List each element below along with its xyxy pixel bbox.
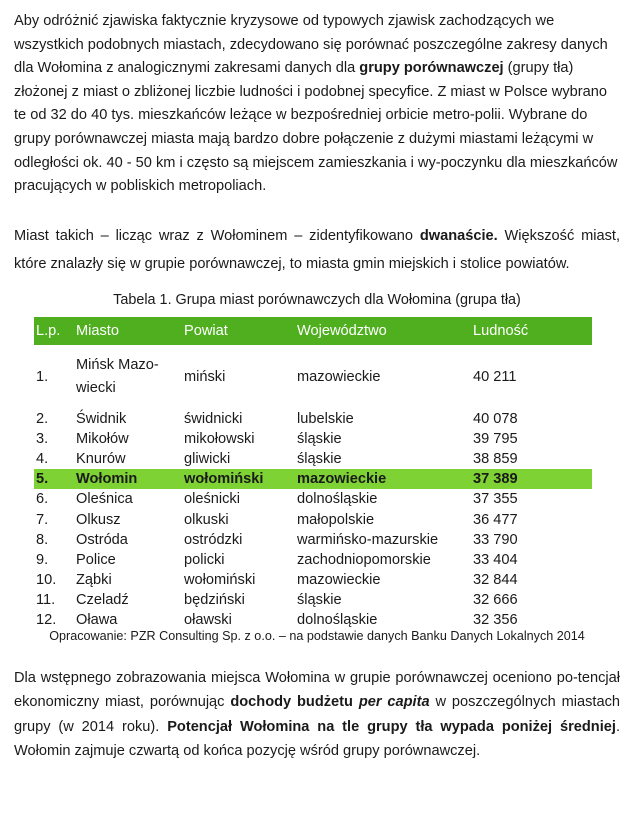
row-lp: 5. (36, 471, 49, 488)
row-miasto: Mińsk Mazo-wiecki (76, 357, 159, 396)
row-ludnosc: 37 389 (473, 471, 518, 488)
header-ludnosc: Ludność (473, 323, 529, 339)
row-miasto: Mikołów (76, 431, 129, 448)
row-wojewodztwo: mazowieckie (297, 571, 381, 588)
row-miasto: Ostróda (76, 531, 128, 548)
budget-paragraph (14, 666, 620, 764)
row-powiat: gliwicki (184, 451, 231, 468)
row-wojewodztwo: mazowieckie (297, 471, 387, 488)
table-source-note: Opracowanie: PZR Consulting Sp. z o.o. – na podstawie danych Banku Danych Lokalnych 2014 (49, 629, 585, 643)
row-miasto: Świdnik (76, 411, 127, 428)
row-miasto: Police (76, 551, 116, 568)
row-ludnosc: 32 356 (473, 611, 518, 628)
table-row (34, 509, 592, 529)
row-lp: 12. (36, 611, 57, 628)
row-ludnosc: 32 844 (473, 571, 518, 588)
text-run: Dla wstępnego zobrazowania miejsca Wołomina w grupie porównawczej oceniono po-tencjał ekonomiczny miast, porównując (14, 670, 620, 711)
row-lp: 11. (36, 591, 56, 608)
row-lp: 6. (36, 491, 49, 508)
table-row (34, 610, 592, 630)
intro-paragraph (14, 10, 620, 199)
text-run: w poszczególnych miastach grupy (w 2014 roku). (14, 694, 620, 735)
row-lp: 8. (36, 531, 49, 548)
row-lp: 4. (36, 451, 49, 468)
row-powiat: ostródzki (184, 531, 243, 548)
row-ludnosc: 40 078 (473, 411, 518, 428)
bold-text-run: dwanaście. (419, 228, 498, 244)
header-miasto: Miasto (76, 323, 119, 339)
bold-text-run: per capita (358, 694, 430, 711)
table-row (34, 570, 592, 590)
row-miasto: Czeladź (76, 591, 129, 608)
row-miasto: Olkusz (76, 511, 121, 528)
row-wojewodztwo: małopolskie (297, 511, 375, 528)
row-lp: 3. (36, 431, 49, 448)
table-row-highlighted (34, 469, 592, 489)
row-ludnosc: 37 355 (473, 491, 518, 508)
row-ludnosc: 40 211 (473, 369, 517, 385)
row-lp: 9. (36, 551, 49, 568)
row-powiat: będziński (184, 591, 245, 608)
table-row (34, 489, 592, 509)
row-powiat: policki (184, 551, 225, 568)
row-miasto: Oleśnica (76, 491, 133, 508)
row-wojewodztwo: warmińsko-mazurskie (297, 531, 439, 548)
row-powiat: wołomiński (184, 571, 256, 588)
row-ludnosc: 33 404 (473, 551, 518, 568)
row-ludnosc: 38 859 (473, 451, 518, 468)
row-ludnosc: 32 666 (473, 591, 518, 608)
row-miasto: Oława (76, 611, 118, 628)
row-wojewodztwo: śląskie (297, 451, 342, 468)
table-row (34, 530, 592, 550)
header-lp: L.p. (36, 323, 61, 339)
row-powiat: olkuski (184, 511, 229, 528)
row-wojewodztwo: śląskie (297, 431, 342, 448)
row-powiat: oleśnicki (184, 491, 240, 508)
row-miasto: Ząbki (76, 571, 112, 588)
text-run: Aby odróżnić zjawiska faktycznie kryzysowe od typowych zjawisk zachodzących we wszystkich podobnych miastach, zdecydowano się porównać poszczególne zakresy danych dla Wołomina z analogicznymi zakresami danych dla (14, 13, 608, 77)
text-run: (grupy tła) złożonej z miast o zbliżonej liczbie ludności i podobnej specyfice. Z miast w Polsce wybrano te od 32 do 40 tys. mieszkańców leżące w bezpośredniej orbicie metro-polii. Wybrane do grupy porównawczej miasta mają bardzo dobre połączenie z dużymi miastami leżącymi w odległości ok. 40 - 50 km i często są miejscem zamieszkania i wy-poczynku dla mieszkańców pracujących w pobliskich metropoliach. (14, 60, 618, 195)
table-row (34, 590, 592, 610)
header-powiat: Powiat (184, 323, 228, 339)
row-powiat: świdnicki (184, 411, 243, 428)
header-wojewodztwo: Województwo (297, 323, 387, 339)
comparison-table (34, 317, 592, 630)
bold-text-run: dochody budżetu (230, 694, 359, 711)
table-row (34, 449, 592, 469)
table-row (34, 429, 592, 449)
row-powiat: miński (184, 369, 226, 385)
row-miasto: Knurów (76, 451, 126, 468)
row-ludnosc: 36 477 (473, 511, 518, 528)
row-powiat: oławski (184, 611, 232, 628)
row-lp: 10. (36, 571, 57, 588)
bold-text-run: Potencjał Wołomina na tle grupy tła wypada poniżej średniej (167, 718, 616, 735)
row-powiat: wołomiński (184, 471, 264, 488)
table-row (34, 345, 592, 409)
text-run: Miast takich – licząc wraz z Wołominem – zidentyfikowano (14, 228, 420, 244)
row-ludnosc: 33 790 (473, 531, 518, 548)
table-row (34, 409, 592, 429)
row-wojewodztwo: mazowieckie (297, 369, 381, 385)
row-wojewodztwo: dolnośląskie (297, 611, 378, 628)
row-wojewodztwo: śląskie (297, 591, 342, 608)
row-miasto: Wołomin (76, 471, 138, 488)
text-run: . Wołomin zajmuje czwartą od końca pozycję wśród grupy porównawczej. (14, 718, 620, 760)
table-header-row (34, 317, 592, 345)
row-wojewodztwo: lubelskie (297, 411, 354, 428)
table-caption: Tabela 1. Grupa miast porównawczych dla Wołomina (grupa tła) (113, 292, 521, 308)
row-lp: 1. (36, 369, 49, 385)
table-body (34, 345, 592, 630)
row-ludnosc: 39 795 (473, 431, 518, 448)
row-lp: 2. (36, 411, 49, 428)
row-lp: 7. (36, 511, 49, 528)
row-powiat: mikołowski (184, 431, 255, 448)
text-run: Większość miast, które znalazły się w grupie porównawczej, to miasta gmin miejskich i stolice powiatów. (14, 228, 620, 272)
bold-text-run: grupy porównawczej (359, 60, 504, 77)
row-wojewodztwo: dolnośląskie (297, 491, 378, 508)
group-count-paragraph (14, 222, 620, 278)
table-row (34, 550, 592, 570)
row-wojewodztwo: zachodniopomorskie (297, 551, 431, 568)
